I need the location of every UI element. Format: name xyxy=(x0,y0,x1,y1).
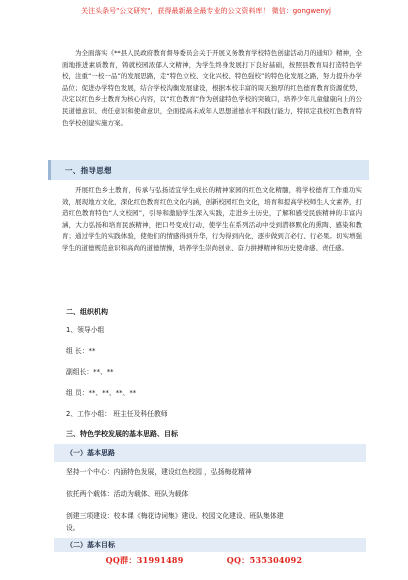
section1-title: 一、指导思想 xyxy=(65,166,112,175)
basic-idea-line-1: 坚持一个中心：内涵特色发展，建设红色校园 ，弘扬梅花精神 xyxy=(66,468,252,476)
leader-line: 组 长：** xyxy=(66,347,96,355)
section1-paragraph: 开展红色乡土教育，传承与弘扬适宜学生成长的精神家园的红色文化精髓，将学校德育工作重功实效，展现地方文化，深化红色教育红色文化内涵，创新校园红色文化，培育和提高学校师生人文素养，打造红色教育特色“人文校园”，引导和激励学生深入实践，走进乡土历史，了解和感受民族精神的丰富内涵，大力弘扬和培育民族精神，把口号变成行动，使学生在系列活动中受到潜移默化的熏陶、感染和教育；通过学生的实践体验，使他们的情感得到升华，行为得到内化，逐步做到言必行、行必果。切实增强学生的道德规范意识和高尚的道德情操，培养学生崇尚创业、奋力拼搏精神和历史使命感、责任感。 xyxy=(62,186,362,252)
basic-idea-line-3-cont: 设。 xyxy=(66,524,80,532)
section2-title: 二、组织机构 xyxy=(66,308,108,316)
sub2-title: （二）基本目标 xyxy=(66,541,115,549)
section3-title: 三、特色学校发展的基本思路、目标 xyxy=(66,430,178,438)
intro-paragraph: 为全面落实《**县人民政府教育督导委员会关于开展义务教育学校特色创建活动月的通知》精神，全面地推进素质教育，铸就校园浓郁人文精神，为学生终身发展打下良好基础，按照县教育局打造特色学校，注重“一校一品”的发展思路，走“特色立校、文化兴校、特色强校”的特色化发展之路，努力提升办学品位；促进办学特色发展，结合学校沟衡发展建设，根据本校丰富的周天独厚的红色德育教育资源优势，决定以红色乡土教育为核心内容，以“红色教育”作为创建特色学校的突破口，培养少年儿童健康向上的公民道德意识、责任意识和使命意识，全面提高未成年人思想道德水平和践行能力，特拟定我校红色教育特色学校创建实施方案。 xyxy=(62,49,362,127)
section-heading-bar xyxy=(48,160,369,180)
qq-number: QQ：535304092 xyxy=(226,555,303,565)
promo-banner: 关注头条号"公文研究"，获得最新最全最专业的公文资料库！ 微信：gongwenyj xyxy=(81,7,331,15)
subsection-heading-bar-2 xyxy=(54,538,366,552)
members-line: 组 员：**、**、**、** xyxy=(66,389,137,397)
work-group-line: 2、工作小组： 班主任及科任教师 xyxy=(66,410,168,418)
vice-leader-line: 副组长：**、** xyxy=(66,368,114,376)
subsection-heading-bar xyxy=(54,444,366,462)
basic-idea-line-2: 依托两个载体：活动为载体、班队为载体 xyxy=(66,490,189,498)
qq-group: QQ群：31991489 xyxy=(105,555,184,565)
leader-group-title: 1、领导小组 xyxy=(66,326,105,334)
basic-idea-line-3: 创建三项建设：校本课《梅花诗词集》建设、校园文化建设、班队集体建 xyxy=(66,512,284,520)
footer-contact xyxy=(0,555,408,575)
sub1-title: （一）基本思路 xyxy=(66,449,115,457)
